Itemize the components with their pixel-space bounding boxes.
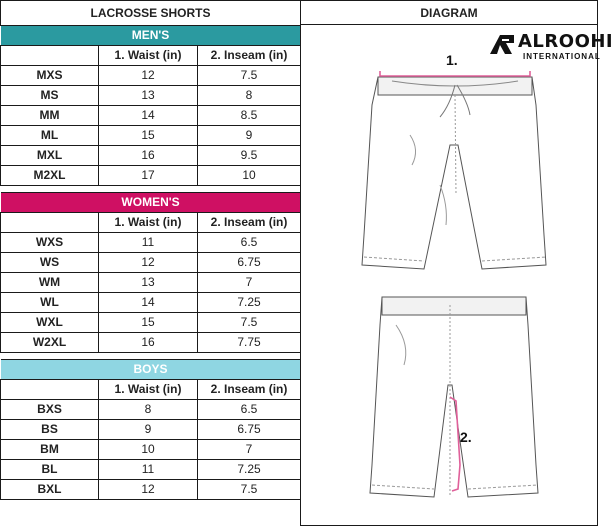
waist-cell: 14	[99, 106, 198, 126]
waist-measure-line	[380, 71, 530, 76]
waist-cell: 12	[99, 480, 198, 500]
section-label: WOMEN'S	[1, 193, 301, 213]
inseam-cell: 9	[198, 126, 301, 146]
table-row	[1, 166, 301, 186]
column-header-waist: 1. Waist (in)	[99, 46, 198, 66]
inseam-cell: 7.5	[198, 66, 301, 86]
table-row	[1, 146, 301, 166]
size-cell: BXL	[1, 480, 99, 500]
inseam-label: 2.	[460, 429, 472, 445]
size-cell: MXS	[1, 66, 99, 86]
table-row	[1, 293, 301, 313]
inseam-cell: 7.25	[198, 460, 301, 480]
section-spacer	[1, 353, 301, 360]
inseam-cell: 8.5	[198, 106, 301, 126]
section-header-men	[1, 26, 301, 46]
inseam-cell: 7.5	[198, 313, 301, 333]
inseam-cell: 7	[198, 440, 301, 460]
brand-logo-sub: INTERNATIONAL	[523, 52, 601, 61]
size-cell: BM	[1, 440, 99, 460]
table-row	[1, 440, 301, 460]
size-cell: ML	[1, 126, 99, 146]
table-row	[1, 400, 301, 420]
waist-cell: 10	[99, 440, 198, 460]
waist-cell: 8	[99, 400, 198, 420]
size-cell: WM	[1, 273, 99, 293]
section-spacer	[1, 186, 301, 193]
inseam-cell: 7.25	[198, 293, 301, 313]
inseam-cell: 7.75	[198, 333, 301, 353]
size-cell: MXL	[1, 146, 99, 166]
brand-logo-name: ALROOHI	[518, 31, 613, 52]
section-label: MEN'S	[1, 26, 301, 46]
table-title: LACROSSE SHORTS	[1, 1, 301, 26]
waist-cell: 9	[99, 420, 198, 440]
size-cell: WS	[1, 253, 99, 273]
column-header-inseam: 2. Inseam (in)	[198, 46, 301, 66]
size-cell: W2XL	[1, 333, 99, 353]
waist-cell: 16	[99, 333, 198, 353]
table-row	[1, 420, 301, 440]
waist-cell: 15	[99, 313, 198, 333]
table-row	[1, 273, 301, 293]
inseam-cell: 8	[198, 86, 301, 106]
waist-cell: 17	[99, 166, 198, 186]
section-label: BOYS	[1, 360, 301, 380]
shorts-back-illustration	[370, 297, 538, 497]
waist-cell: 13	[99, 86, 198, 106]
size-cell: M2XL	[1, 166, 99, 186]
table-row	[1, 333, 301, 353]
table-row	[1, 233, 301, 253]
waist-cell: 12	[99, 66, 198, 86]
shorts-diagram	[300, 25, 598, 526]
waist-cell: 11	[99, 233, 198, 253]
waist-cell: 14	[99, 293, 198, 313]
column-header-waist: 1. Waist (in)	[99, 380, 198, 400]
size-cell: WXL	[1, 313, 99, 333]
inseam-cell: 6.75	[198, 420, 301, 440]
table-row	[1, 253, 301, 273]
shorts-front-illustration	[362, 77, 546, 269]
inseam-cell: 10	[198, 166, 301, 186]
size-cell: WL	[1, 293, 99, 313]
size-cell: BS	[1, 420, 99, 440]
inseam-cell: 6.75	[198, 253, 301, 273]
spacer-cell	[1, 186, 301, 193]
waist-cell: 13	[99, 273, 198, 293]
table-row	[1, 106, 301, 126]
inseam-cell: 7.5	[198, 480, 301, 500]
table-row	[1, 126, 301, 146]
size-cell: BL	[1, 460, 99, 480]
column-header-row	[1, 213, 301, 233]
waist-cell: 15	[99, 126, 198, 146]
size-cell: MM	[1, 106, 99, 126]
column-header-inseam: 2. Inseam (in)	[198, 380, 301, 400]
waist-cell: 11	[99, 460, 198, 480]
table-row	[1, 460, 301, 480]
table-row	[1, 66, 301, 86]
column-header-row	[1, 380, 301, 400]
spacer-cell	[1, 353, 301, 360]
section-header-boys	[1, 360, 301, 380]
table-row	[1, 86, 301, 106]
table-row	[1, 480, 301, 500]
size-cell: WXS	[1, 233, 99, 253]
table-row	[1, 313, 301, 333]
column-header-size	[1, 380, 99, 400]
inseam-cell: 9.5	[198, 146, 301, 166]
column-header-inseam: 2. Inseam (in)	[198, 213, 301, 233]
column-header-waist: 1. Waist (in)	[99, 213, 198, 233]
column-header-row	[1, 46, 301, 66]
diagram-title: DIAGRAM	[300, 0, 598, 25]
inseam-cell: 6.5	[198, 233, 301, 253]
size-cell: BXS	[1, 400, 99, 420]
inseam-cell: 6.5	[198, 400, 301, 420]
inseam-cell: 7	[198, 273, 301, 293]
column-header-size	[1, 213, 99, 233]
column-header-size	[1, 46, 99, 66]
size-chart-table	[0, 0, 301, 500]
waist-cell: 12	[99, 253, 198, 273]
section-header-women	[1, 193, 301, 213]
waist-label: 1.	[446, 52, 458, 68]
waist-cell: 16	[99, 146, 198, 166]
size-cell: MS	[1, 86, 99, 106]
